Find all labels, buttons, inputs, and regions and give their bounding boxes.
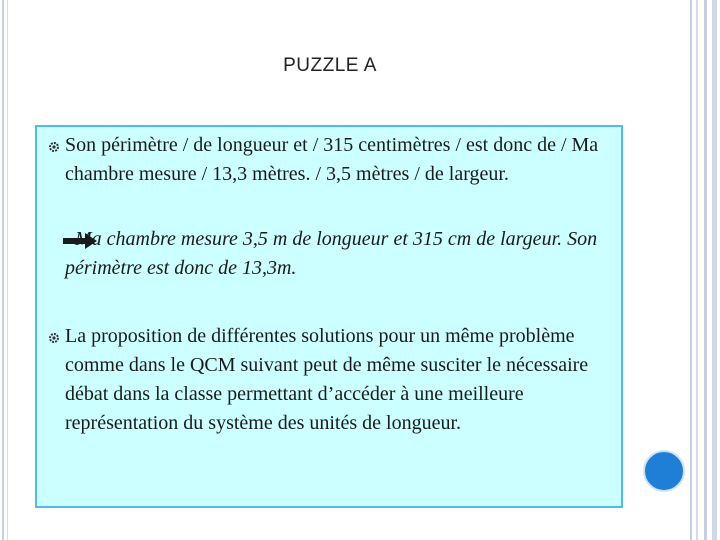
right-rail-4 <box>712 0 717 540</box>
content-box <box>35 125 623 508</box>
gear-bullet-icon <box>48 141 60 153</box>
left-rail-outer <box>2 0 4 540</box>
gear-bullet-icon <box>48 332 60 344</box>
answer-text: Ma chambre mesure 3,5 m de longueur et 315 cm de largeur. Son périmètre est donc de 13,3m. <box>65 228 598 279</box>
right-rail-3 <box>704 0 707 540</box>
bullet-1-text: Son périmètre / de longueur et / 315 centimètres / est donc de / Ma chambre mesure / 13,3 mètres. / 3,5 mètres / de largeur. <box>65 134 599 185</box>
decorative-circle <box>643 450 685 492</box>
right-rail-2 <box>696 0 698 540</box>
bullet-2-text: La proposition de différentes solutions pour un même problème comme dans le QCM suivant peut de même susciter le nécessaire débat dans la classe permettant d’accéder à une meilleure représentation du système des unités de longueur. <box>65 325 589 434</box>
left-rail-inner <box>7 0 8 540</box>
slide-title: PUZZLE A <box>283 55 377 76</box>
right-rail-1 <box>690 0 692 540</box>
